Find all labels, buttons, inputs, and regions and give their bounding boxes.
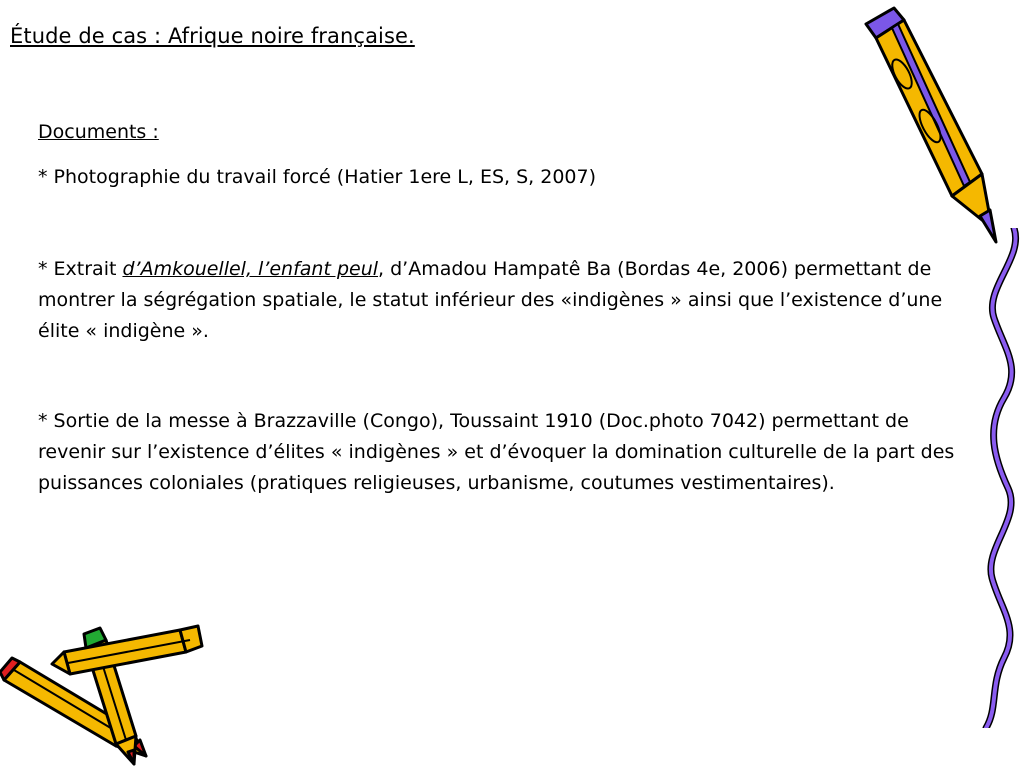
document-item-prefix: * Extrait [38,258,123,280]
squiggle-line-icon [964,228,1024,728]
document-item-photo-travail-force: * Photographie du travail forcé (Hatier 1ere L, ES, S, 2007) [38,166,597,188]
document-item-description: , d’Amadou Hampatê Ba (Bordas 4e, 2006) permettant de montrer la ségrégation spatiale, le statut inférieur des «indigènes » ainsi que l’existence d’une élite « indigène ». [38,258,943,342]
document-item-amkoullel [38,254,978,347]
crossed-pencils-icon [0,618,210,768]
book-title: d’Amkouellel, l’enfant peul [122,258,379,280]
document-item-messe-brazzaville: * Sortie de la messe à Brazzaville (Congo), Toussaint 1910 (Doc.photo 7042) permettant de revenir sur l’existence d’élites « indigènes » et d’évoquer la domination culturelle de la part des puissances coloniales (pratiques religieuses, urbanisme, coutumes vestimentaires). [38,410,955,494]
slide-title: Étude de cas : Afrique noire française. [10,24,415,48]
pencil-icon [852,2,1004,246]
documents-heading: Documents : [38,121,159,143]
